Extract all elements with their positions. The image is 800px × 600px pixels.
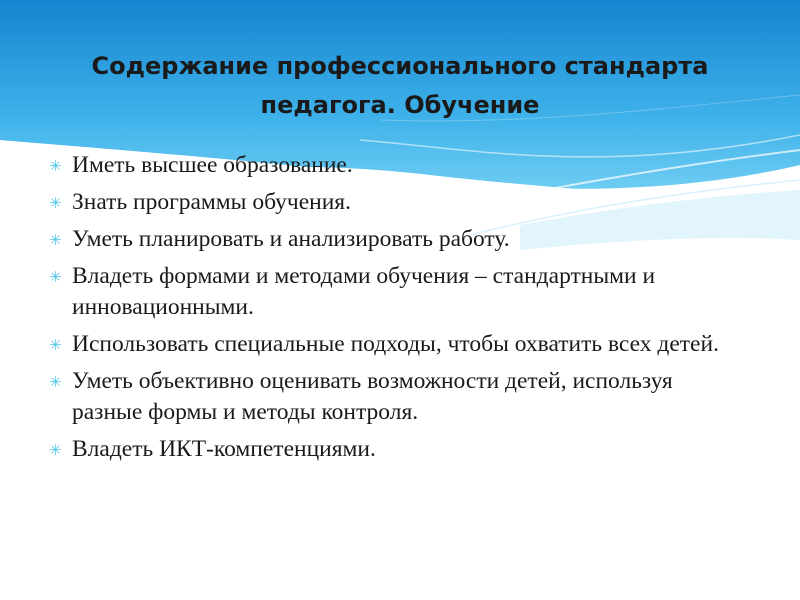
bullet-text: Уметь планировать и анализировать работу.	[72, 226, 510, 252]
bullet-item	[40, 329, 740, 360]
bullet-text: Иметь высшее образование.	[72, 152, 353, 178]
asterisk-icon: ✳	[49, 336, 62, 354]
bullet-text: Использовать специальные подходы, чтобы охватить всех детей.	[72, 331, 719, 357]
bullet-text: Владеть ИКТ-компетенциями.	[72, 436, 376, 462]
bullet-item	[40, 261, 740, 323]
bullet-item	[40, 366, 740, 428]
slide-title: Содержание профессионального стандарта педагога. Обучение	[91, 52, 709, 119]
asterisk-icon: ✳	[49, 194, 62, 212]
asterisk-icon: ✳	[49, 268, 62, 286]
bullet-item	[40, 187, 740, 218]
asterisk-icon: ✳	[49, 157, 62, 175]
asterisk-icon: ✳	[49, 373, 62, 391]
bullet-item	[40, 224, 740, 255]
bullet-text: Уметь объективно оценивать возможности детей, используя разные формы и методы контроля.	[72, 368, 673, 425]
asterisk-icon: ✳	[49, 441, 62, 459]
bullet-item	[40, 434, 740, 465]
bullet-text: Владеть формами и методами обучения – стандартными и инновационными.	[72, 263, 656, 320]
asterisk-icon: ✳	[49, 231, 62, 249]
bullet-text: Знать программы обучения.	[72, 189, 351, 215]
bullet-item	[40, 150, 740, 181]
bullet-list	[40, 150, 740, 471]
